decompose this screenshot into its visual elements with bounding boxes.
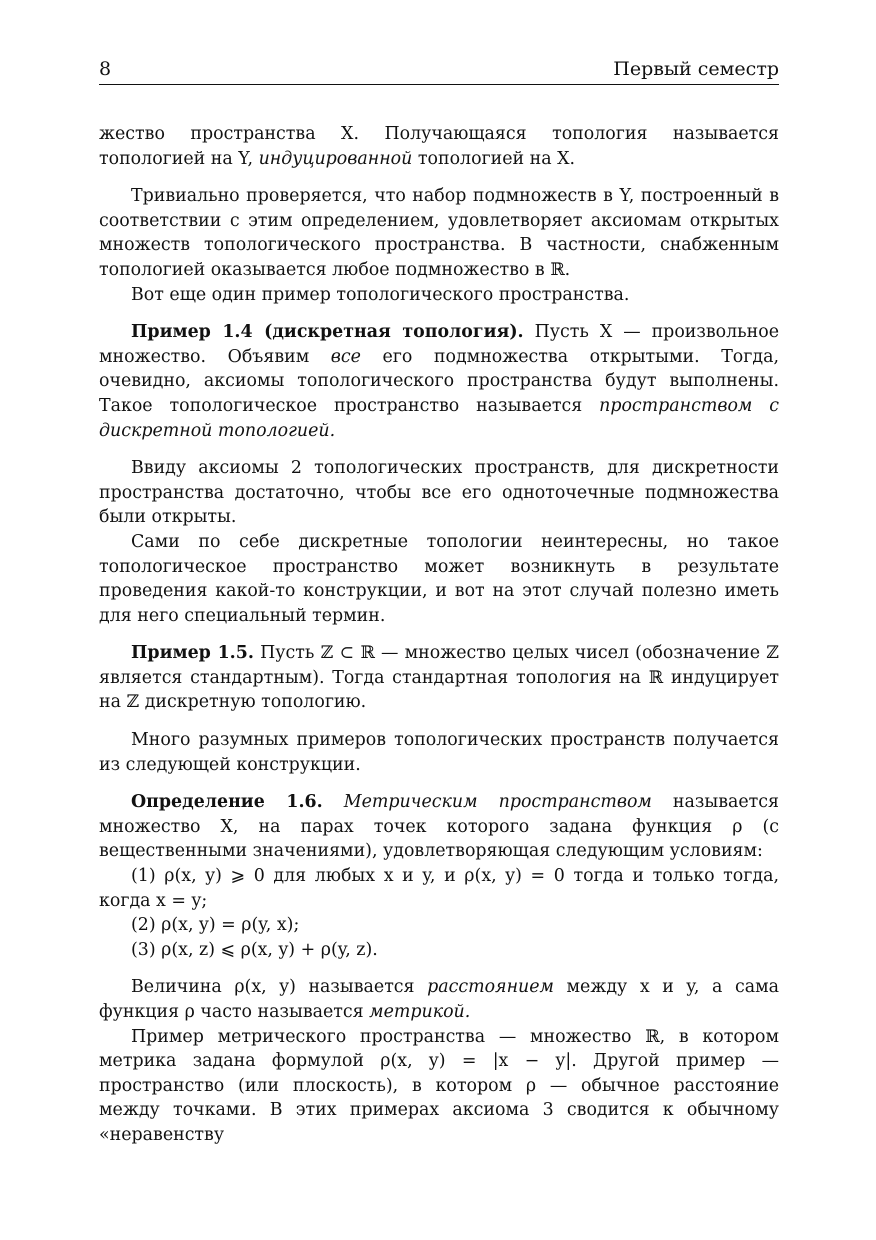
example-1-4: Пример 1.4 (дискретная топология). Пусть X — произвольное множество. Объявим все его подмножества открытыми. Тогда, очевидно, аксиомы топологического пространства будут выполнены. Такое топологическое пространство называется пространством с дискретной топологией. [99, 322, 780, 441]
condition-3: (3) ρ(x, z) ⩽ ρ(x, y) + ρ(y, z). [131, 939, 378, 960]
definition-1-6: Определение 1.6. Метрическим пространством называется множество X, на парах точек которого задана функция ρ (с вещественными значениями), удовлетворяющая следующим условиям: [99, 792, 779, 862]
paragraph-continuation: жество пространства X. Получающаяся топология называется топологией на Y, индуцированной топологией на X. [99, 124, 779, 169]
example-label: Пример 1.4 (дискретная топология). [131, 322, 524, 343]
page-body [99, 122, 779, 1148]
paragraph-axiom-2: Ввиду аксиомы 2 топологических пространств, для дискретности пространства достаточно, чтобы все его одноточечные подмножества были открыты. [99, 458, 779, 528]
paragraph-many-examples: Много разумных примеров топологических пространств получается из следующей конструкции. [99, 730, 779, 775]
paragraph-another-example: Вот еще один пример топологического пространства. [131, 284, 630, 305]
paragraph-trivial-check: Тривиально проверяется, что набор подмножеств в Y, построенный в соответствии с этим определением, удовлетворяет аксиомам открытых множеств топологического пространства. В частности, снабженным топологией оказывается любое подмножество в ℝ. [99, 186, 779, 280]
paragraph-discrete-uninteresting: Сами по себе дискретные топологии неинтересны, но такое топологическое пространство может возникнуть в результате проведения какой-то конструкции, и вот на этот случай полезно иметь для него специальный термин. [99, 531, 779, 626]
example-1-5: Пример 1.5. Пусть ℤ ⊂ ℝ — множество целых чисел (обозначение ℤ является стандартным). Тогда стандартная топология на ℝ индуцирует на ℤ дискретную топологию. [99, 643, 779, 713]
example-label: Пример 1.5. [131, 643, 254, 664]
running-header [99, 56, 779, 85]
condition-2: (2) ρ(x, y) = ρ(y, x); [131, 915, 300, 936]
page [99, 56, 780, 1145]
definition-label: Определение 1.6. [131, 792, 323, 813]
paragraph-distance: Величина ρ(x, y) называется расстоянием между x и y, а сама функция ρ часто называется метрикой. [99, 977, 779, 1022]
running-title: Первый семестр [613, 58, 779, 80]
page-number: 8 [99, 58, 112, 80]
paragraph-metric-example: Пример метрического пространства — множество ℝ, в котором метрика задана формулой ρ(x, y) = |x − y|. Другой пример — пространство (или плоскость), в котором ρ — обычное расстояние между точками. В этих примерах аксиома 3 сводится к обычному «неравенству [99, 1026, 779, 1145]
condition-1: (1) ρ(x, y) ⩾ 0 для любых x и y, и ρ(x, y) = 0 тогда и только тогда, когда x = y; [99, 866, 779, 911]
